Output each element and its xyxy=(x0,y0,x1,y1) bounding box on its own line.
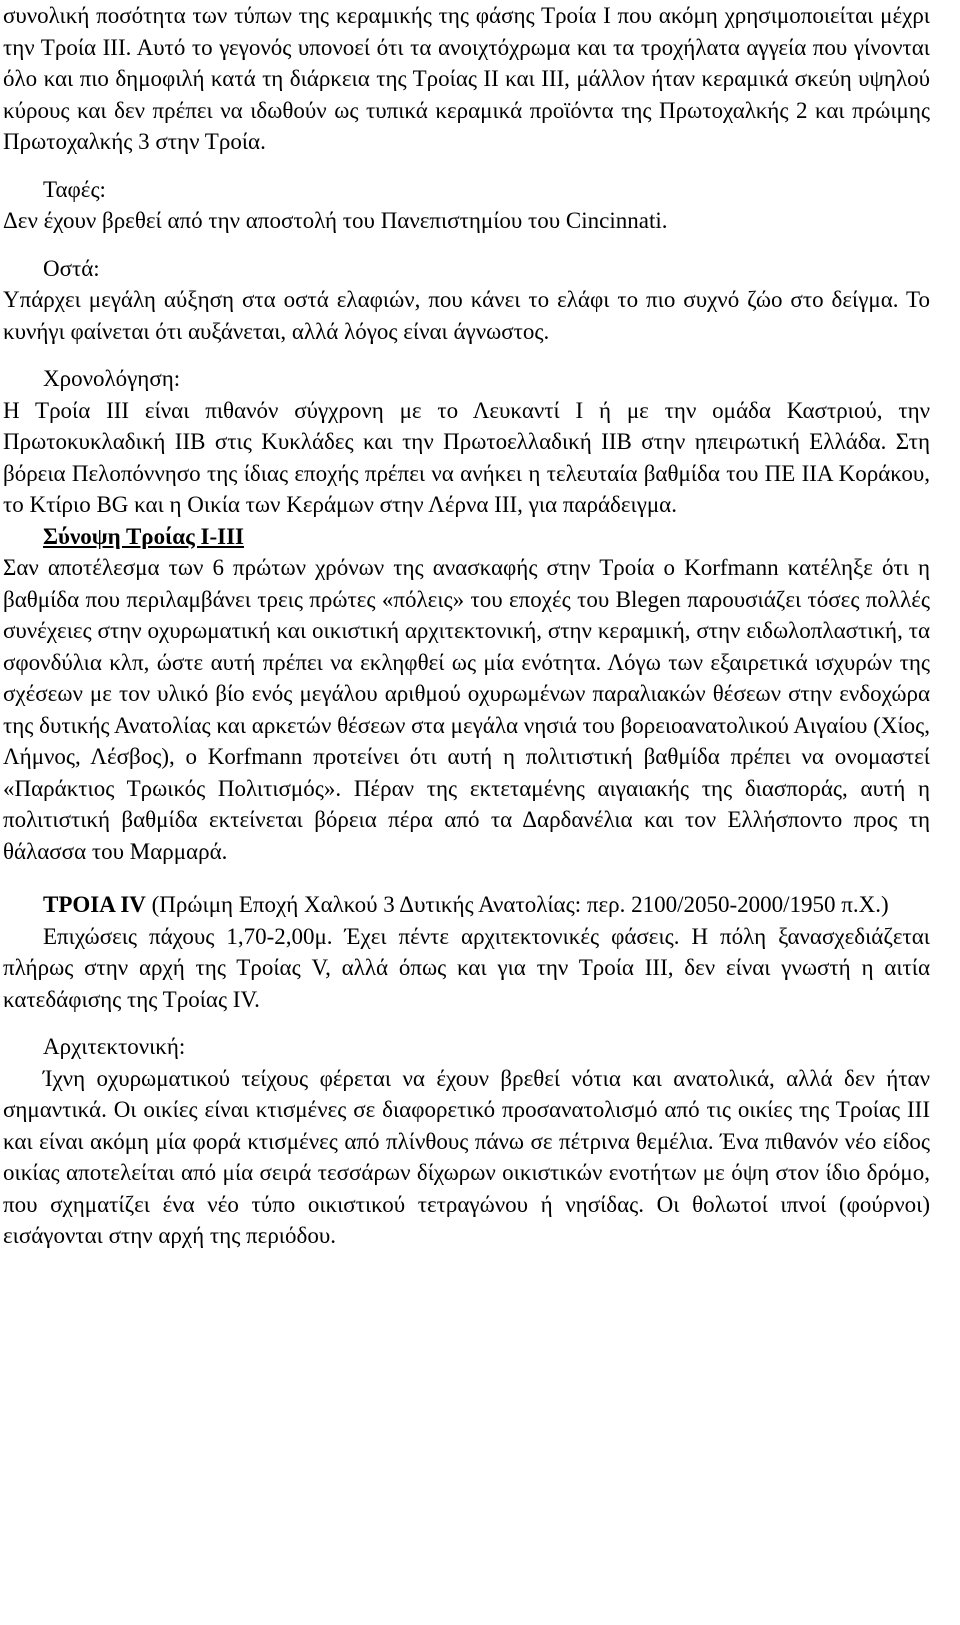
troy4-title xyxy=(3,889,930,921)
burials-text: Δεν έχουν βρεθεί από την αποστολή του Πανεπιστημίου του Cincinnati. xyxy=(3,208,668,233)
bones-label: Οστά: xyxy=(43,255,100,281)
summary-text: Σαν αποτέλεσμα των 6 πρώτων χρόνων της ανασκαφής στην Τροία ο Korfmann κατέληξε ότι η βαθμίδα που περιλαμβάνει τρεις πρώτες «πόλεις» του εποχές του Blegen παρουσιάζει τόσες πολλές συνέχειες στην οχυρωματική και οικιστική αρχιτεκτονική, στην κεραμική, στην ειδωλοπλαστική, τα σφονδύλια κλπ, ώστε αυτή πρέπει να εκληφθεί ως μία ενότητα. Λόγω των εξαιρετικά ισχυρών της σχέσεων με τον υλικό βίο ενός μεγάλου αριθμού οχυρωμένων παραλιακών θέσεων στην ενδοχώρα της δυτικής Ανατολίας και αρκετών θέσεων στα μεγάλα νησιά του βορειοανατολικού Αιγαίου (Χίος, Λήμνος, Λέσβος), ο Korfmann προτείνει ότι αυτή η πολιτιστική βαθμίδα πρέπει να ονομαστεί «Παράκτιος Τρωικός Πολιτισμός». Πέραν της εκτεταμένης αιγαιακής της διασποράς, αυτή η πολιτιστική βαθμίδα εκτείνεται βόρεια πέρα από τα Δαρδανέλια και τον Ελλήσποντο προς τη θάλασσα του Μαρμαρά. xyxy=(3,555,930,864)
bones-text: Υπάρχει μεγάλη αύξηση στα οστά ελαφιών, που κάνει το ελάφι το πιο συχνό ζώο στο δείγμα. Το κυνήγι φαίνεται ότι αυξάνεται, αλλά λόγος είναι άγνωστος. xyxy=(3,287,930,344)
troy4-title-bold: ΤΡΟΙΑ IV xyxy=(43,892,146,917)
chronology-label: Χρονολόγηση: xyxy=(43,366,181,391)
chronology-text: Η Τροία ΙΙΙ είναι πιθανόν σύγχρονη με το Λευκαντί Ι ή με την ομάδα Καστριού, την Πρωτοκυκλαδική ΙΙΒ στις Κυκλάδες και την Πρωτοελλαδική ΙΙΒ στην ηπειρωτική Ελλάδα. Στη βόρεια Πελοπόννησο της ίδιας εποχής πρέπει να ανήκει η τελευταία βαθμίδα του ΠΕ ΙΙΑ Κοράκου, το Κτίριο BG και η Οικία των Κεράμων στην Λέρνα ΙΙΙ, για παράδειγμα. xyxy=(3,397,930,517)
troy4-title-rest: (Πρώιμη Εποχή Χαλκού 3 Δυτικής Ανατολίας: περ. 2100/2050-2000/1950 π.Χ.) xyxy=(145,892,889,917)
architecture-text: Ίχνη οχυρωματικού τείχους φέρεται να έχουν βρεθεί νότια και ανατολικά, αλλά δεν ήταν σημαντικά. Οι οικίες είναι κτισμένες σε διαφορετικό προσανατολισμό από τις οικίες της Τροίας ΙΙΙ και είναι ακόμη μία φορά κτισμένες από πλίνθους πάνω σε πέτρινα θεμέλια. Ένα πιθανόν νέο είδος οικίας αποτελείται από μία σειρά τεσσάρων δίχωρων οικιστικών ενοτήτων με όψη στον ίδιο δρόμο, που σχηματίζει ένα νέο τύπο οικιστικού τετραγώνου ή νησίδας. Οι θολωτοί ιπνοί (φούρνοι) εισάγονται στην αρχή της περιόδου. xyxy=(3,1065,930,1248)
summary-heading: Σύνοψη Τροίας Ι-ΙΙΙ xyxy=(43,523,245,549)
burials-label: Ταφές: xyxy=(43,176,106,202)
architecture-label: Αρχιτεκτονική: xyxy=(43,1034,186,1059)
intro-paragraph: συνολική ποσότητα των τύπων της κεραμικής της φάσης Τροία Ι που ακόμη χρησιμοποιείται μέχρι την Τροία ΙΙΙ. Αυτό το γεγονός υπονοεί ότι τα ανοιχτόχρωμα και τα τροχήλατα αγγεία που γίνονται όλο και πιο δημοφιλή κατά τη διάρκεια της Τροίας ΙΙ και ΙΙΙ, μάλλον ήταν κεραμικά σκεύη υψηλού κύρους και δεν πρέπει να ιδωθούν ως τυπικά κεραμικά προϊόντα της Πρωτοχαλκής 2 και πρώιμης Πρωτοχαλκής 3 στην Τροία. xyxy=(3,3,930,154)
troy4-text: Επιχώσεις πάχους 1,70-2,00μ. Έχει πέντε αρχιτεκτονικές φάσεις. Η πόλη ξανασχεδιάζεται πλήρως στην αρχή της Τροίας V, αλλά όπως και για την Τροία ΙΙΙ, δεν είναι γνωστή η αιτία κατεδάφισης της Τροίας IV. xyxy=(3,923,930,1012)
